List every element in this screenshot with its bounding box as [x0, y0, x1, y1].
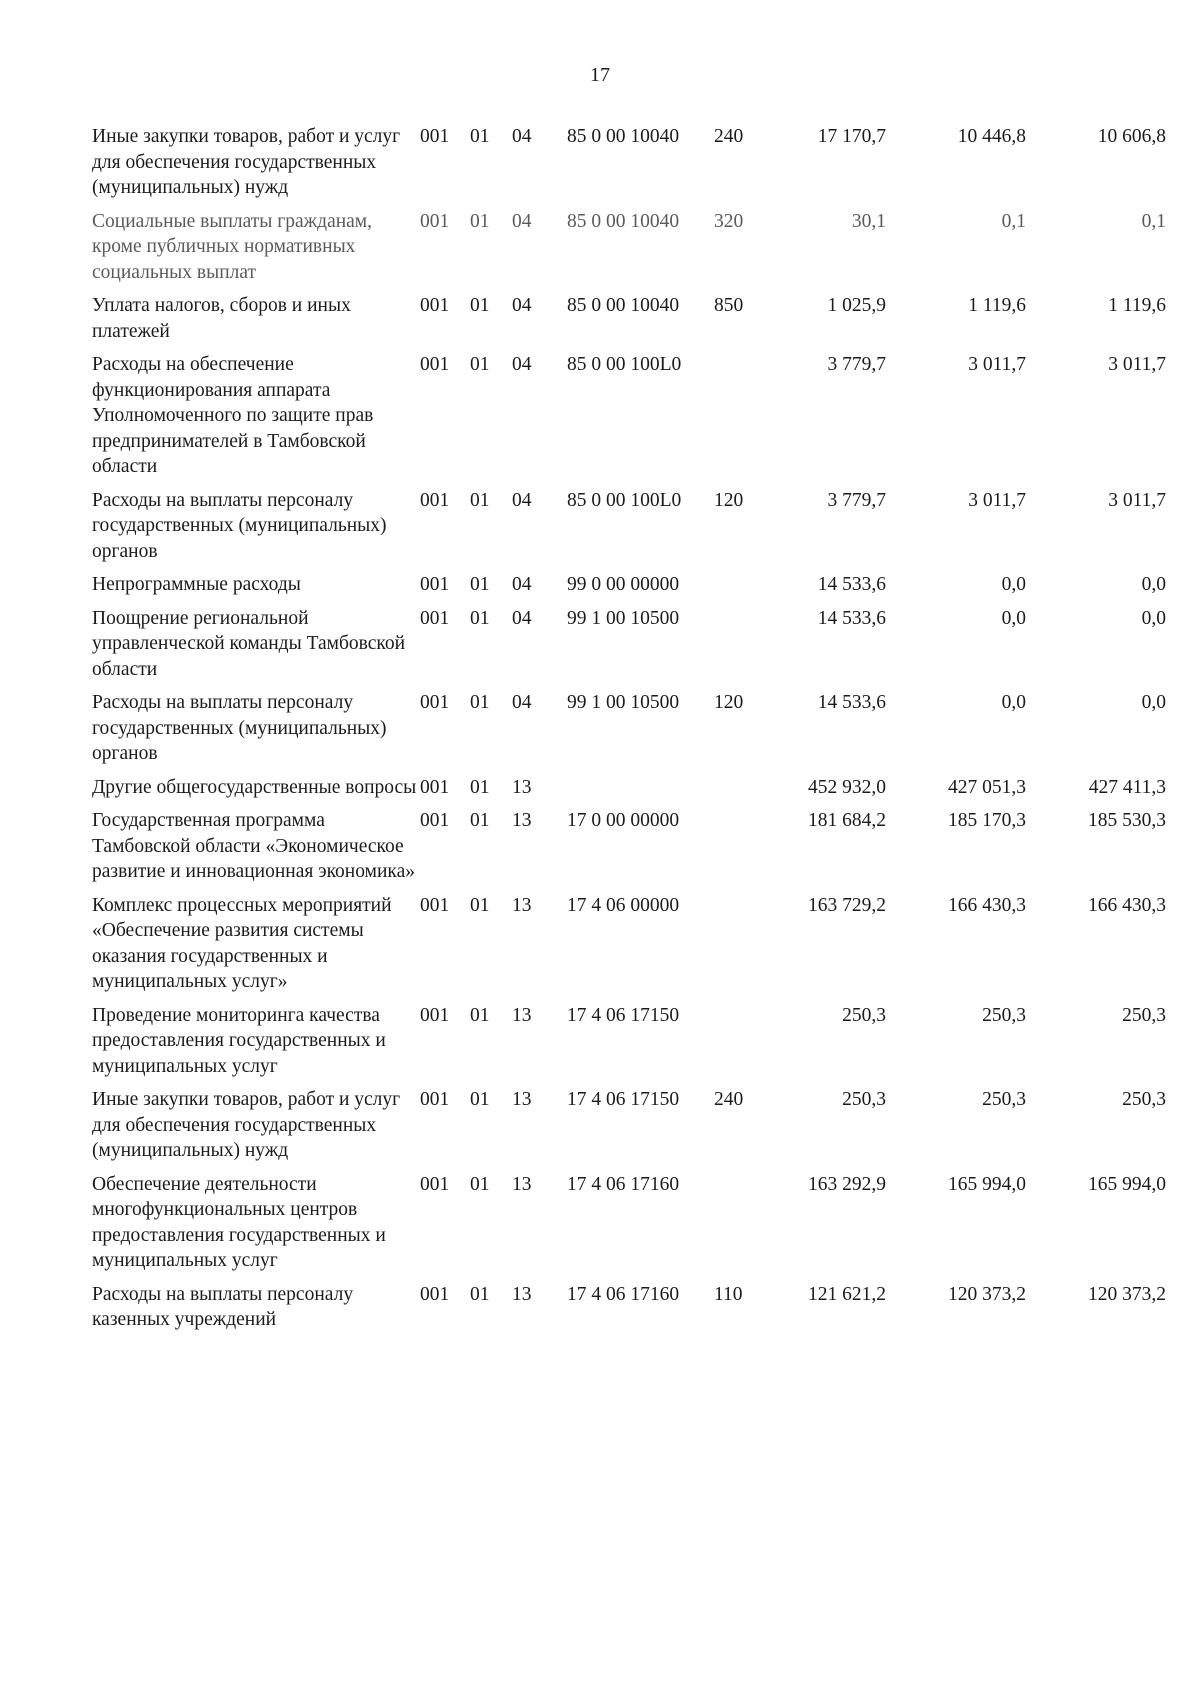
row-amount-year-2: 10 446,8: [957, 126, 1026, 147]
row-amount-year-3: 250,3: [1122, 1004, 1166, 1026]
row-name: Поощрение региональной управленческой команды Тамбовской области: [92, 607, 406, 680]
row-expense-type-code: [714, 775, 764, 809]
row-amount-year-1: 3 779,7: [827, 489, 886, 511]
row-target-article-code: 99 1 00 10500: [567, 692, 680, 713]
row-name: Обеспечение деятельности многофункциональных центров предоставления государственных и муниципальных услуг: [92, 1173, 386, 1271]
row-target-article-code: 17 4 06 17160: [567, 1173, 680, 1195]
row-department-code: 001: [420, 1089, 450, 1110]
row-subsection-code: 13: [512, 1173, 532, 1195]
row-section-code: 01: [470, 354, 490, 375]
row-target-article-code: 17 4 06 17160: [567, 1283, 680, 1305]
row-amount-year-3: 3 011,7: [1108, 354, 1166, 375]
row-name: Расходы на выплаты персоналу казенных учреждений: [92, 1283, 354, 1330]
row-subsection-code: 04: [512, 210, 532, 232]
row-section-code: 01: [470, 776, 490, 798]
row-expense-type-code: 110: [714, 1283, 743, 1305]
budget-table-body: [92, 124, 1166, 1341]
row-amount-year-1: 14 533,6: [817, 692, 886, 713]
row-amount-year-3: 0,0: [1141, 607, 1166, 629]
row-section-code: 01: [470, 295, 490, 316]
row-amount-year-2: 250,3: [982, 1089, 1026, 1110]
row-name: Иные закупки товаров, работ и услуг для обеспечения государственных (муниципальных) нужд: [92, 126, 401, 198]
row-amount-year-1: 17 170,7: [817, 126, 886, 147]
row-target-article-code: 17 4 06 00000: [567, 894, 680, 916]
row-expense-type-code: 320: [714, 210, 744, 232]
row-department-code: 001: [420, 354, 450, 375]
row-amount-year-2: 165 994,0: [948, 1173, 1026, 1195]
row-subsection-code: 13: [512, 810, 532, 831]
row-amount-year-1: 121 621,2: [808, 1283, 886, 1305]
row-subsection-code: 13: [512, 1004, 532, 1026]
row-expense-type-code: 120: [714, 692, 744, 713]
row-expense-type-code: [714, 572, 764, 606]
row-target-article-code: 85 0 00 100L0: [567, 354, 682, 375]
row-amount-year-3: 1 119,6: [1108, 295, 1166, 316]
row-target-article-code: 85 0 00 10040: [567, 210, 680, 232]
row-name: Уплата налогов, сборов и иных платежей: [92, 295, 351, 342]
row-department-code: 001: [420, 810, 450, 831]
table-row: [92, 488, 1166, 573]
row-amount-year-1: 14 533,6: [817, 607, 886, 629]
row-name: Расходы на выплаты персоналу государственных (муниципальных) органов: [92, 489, 387, 562]
row-amount-year-3: 250,3: [1122, 1089, 1166, 1110]
row-name: Непрограммные расходы: [92, 574, 301, 595]
row-expense-type-code: [714, 893, 764, 1003]
table-row: [92, 124, 1166, 209]
row-amount-year-1: 181 684,2: [808, 810, 886, 831]
row-amount-year-2: 166 430,3: [948, 894, 1026, 916]
row-amount-year-2: 0,1: [1001, 210, 1026, 232]
row-amount-year-3: 3 011,7: [1108, 489, 1166, 511]
row-target-article-code: [567, 775, 714, 809]
row-expense-type-code: [714, 606, 764, 691]
row-department-code: 001: [420, 574, 450, 595]
table-row: [92, 352, 1166, 488]
row-amount-year-1: 250,3: [842, 1004, 886, 1026]
table-row: [92, 209, 1166, 294]
row-amount-year-3: 165 994,0: [1088, 1173, 1166, 1195]
row-subsection-code: 04: [512, 354, 532, 375]
row-target-article-code: 17 4 06 17150: [567, 1089, 680, 1110]
row-amount-year-1: 452 932,0: [808, 776, 886, 798]
table-row: [92, 1087, 1166, 1172]
row-target-article-code: 17 0 00 00000: [567, 810, 680, 831]
row-subsection-code: 13: [512, 1089, 532, 1110]
row-subsection-code: 04: [512, 489, 532, 511]
row-expense-type-code: [714, 1003, 764, 1088]
row-department-code: 001: [420, 692, 450, 713]
row-section-code: 01: [470, 489, 490, 511]
table-row: [92, 775, 1166, 809]
row-amount-year-3: 0,1: [1141, 210, 1166, 232]
row-name: Государственная программа Тамбовской области «Экономическое развитие и инновационная экономика»: [92, 810, 415, 882]
table-row: [92, 1003, 1166, 1088]
row-amount-year-2: 3 011,7: [968, 354, 1026, 375]
row-department-code: 001: [420, 776, 450, 798]
row-department-code: 001: [420, 295, 450, 316]
table-row: [92, 606, 1166, 691]
row-section-code: 01: [470, 1173, 490, 1195]
row-amount-year-1: 30,1: [851, 210, 886, 232]
row-department-code: 001: [420, 126, 450, 147]
row-department-code: 001: [420, 894, 450, 916]
row-amount-year-2: 1 119,6: [968, 295, 1026, 316]
row-target-article-code: 17 4 06 17150: [567, 1004, 680, 1026]
table-row: [92, 1172, 1166, 1282]
row-amount-year-3: 166 430,3: [1088, 894, 1166, 916]
table-row: [92, 808, 1166, 893]
table-row: [92, 293, 1166, 352]
row-target-article-code: 85 0 00 10040: [567, 295, 680, 316]
row-section-code: 01: [470, 692, 490, 713]
row-target-article-code: 85 0 00 10040: [567, 126, 680, 147]
row-subsection-code: 04: [512, 574, 532, 595]
row-section-code: 01: [470, 574, 490, 595]
row-amount-year-1: 250,3: [842, 1089, 886, 1110]
row-name: Социальные выплаты гражданам, кроме публичных нормативных социальных выплат: [92, 210, 373, 283]
row-department-code: 001: [420, 607, 450, 629]
row-amount-year-3: 185 530,3: [1088, 810, 1166, 831]
row-subsection-code: 13: [512, 776, 532, 798]
row-section-code: 01: [470, 894, 490, 916]
row-section-code: 01: [470, 810, 490, 831]
row-expense-type-code: 240: [714, 1089, 744, 1110]
budget-table: [92, 124, 1166, 1341]
row-amount-year-2: 427 051,3: [948, 776, 1026, 798]
row-amount-year-2: 0,0: [1001, 607, 1026, 629]
row-amount-year-2: 0,0: [1001, 692, 1026, 713]
row-department-code: 001: [420, 489, 450, 511]
row-amount-year-1: 163 729,2: [808, 894, 886, 916]
row-name: Другие общегосударственные вопросы: [92, 776, 417, 798]
row-amount-year-2: 120 373,2: [948, 1283, 1026, 1305]
row-subsection-code: 04: [512, 692, 532, 713]
row-name: Комплекс процессных мероприятий «Обеспечение развития системы оказания государственных и муниципальных услуг»: [92, 894, 392, 992]
row-expense-type-code: 850: [714, 295, 744, 316]
row-subsection-code: 04: [512, 126, 532, 147]
row-section-code: 01: [470, 210, 490, 232]
row-amount-year-2: 250,3: [982, 1004, 1026, 1026]
row-amount-year-3: 120 373,2: [1088, 1283, 1166, 1305]
row-amount-year-3: 0,0: [1141, 574, 1166, 595]
row-name: Расходы на выплаты персоналу государственных (муниципальных) органов: [92, 692, 387, 764]
row-amount-year-1: 163 292,9: [808, 1173, 886, 1195]
row-department-code: 001: [420, 1173, 450, 1195]
row-name: Проведение мониторинга качества предоставления государственных и муниципальных услуг: [92, 1004, 386, 1077]
row-amount-year-2: 185 170,3: [948, 810, 1026, 831]
table-row: [92, 690, 1166, 775]
row-department-code: 001: [420, 210, 450, 232]
row-expense-type-code: [714, 352, 764, 488]
table-row: [92, 1282, 1166, 1341]
row-amount-year-3: 427 411,3: [1088, 776, 1166, 798]
page-number: 17: [590, 64, 610, 86]
row-subsection-code: 13: [512, 894, 532, 916]
row-expense-type-code: 120: [714, 489, 744, 511]
row-target-article-code: 99 0 00 00000: [567, 574, 680, 595]
row-section-code: 01: [470, 1089, 490, 1110]
row-amount-year-2: 3 011,7: [968, 489, 1026, 511]
row-name: Расходы на обеспечение функционирования аппарата Уполномоченного по защите прав предпринимателей в Тамбовской области: [92, 354, 374, 477]
row-name: Иные закупки товаров, работ и услуг для обеспечения государственных (муниципальных) нужд: [92, 1089, 401, 1161]
row-amount-year-1: 1 025,9: [827, 295, 886, 316]
row-department-code: 001: [420, 1004, 450, 1026]
row-section-code: 01: [470, 1004, 490, 1026]
row-subsection-code: 04: [512, 295, 532, 316]
row-section-code: 01: [470, 126, 490, 147]
row-amount-year-3: 0,0: [1141, 692, 1166, 713]
row-amount-year-3: 10 606,8: [1097, 126, 1166, 147]
row-expense-type-code: [714, 1172, 764, 1282]
row-target-article-code: 85 0 00 100L0: [567, 489, 682, 511]
row-subsection-code: 13: [512, 1283, 532, 1305]
row-department-code: 001: [420, 1283, 450, 1305]
row-section-code: 01: [470, 607, 490, 629]
row-target-article-code: 99 1 00 10500: [567, 607, 680, 629]
row-section-code: 01: [470, 1283, 490, 1305]
table-row: [92, 572, 1166, 606]
row-amount-year-1: 3 779,7: [827, 354, 886, 375]
row-amount-year-1: 14 533,6: [817, 574, 886, 595]
table-row: [92, 893, 1166, 1003]
row-expense-type-code: 240: [714, 126, 744, 147]
row-subsection-code: 04: [512, 607, 532, 629]
row-expense-type-code: [714, 808, 764, 893]
row-amount-year-2: 0,0: [1001, 574, 1026, 595]
